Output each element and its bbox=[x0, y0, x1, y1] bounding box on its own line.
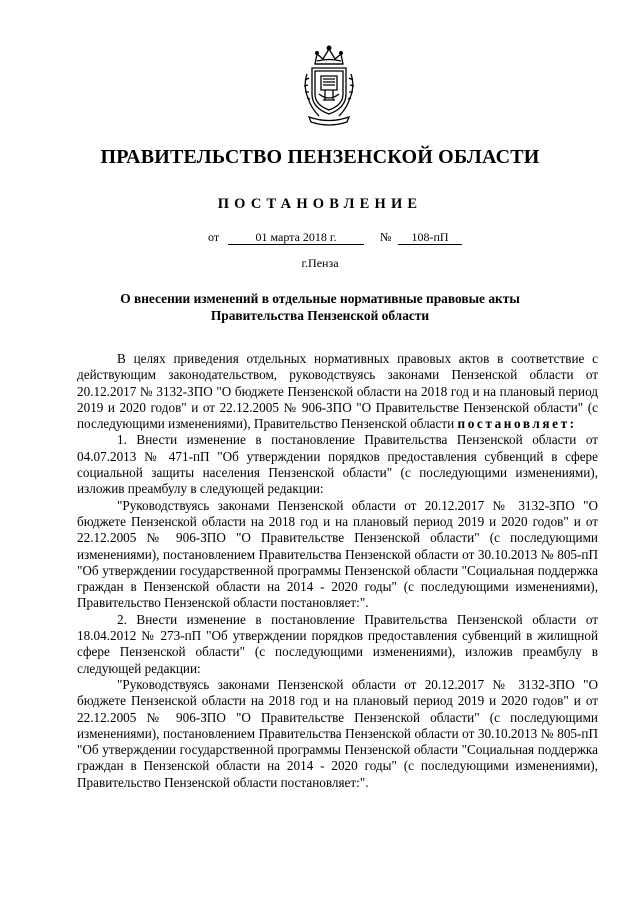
intro-text: В целях приведения отдельных нормативных правовых актов в соответствие с действующим законодательством, руководствуясь законами Пензенской области от 20.12.2017 № 3132-ЗПО "О бюджете Пензенской области на 2018 год и на плановый период 2019 и 2020 годов" и от 22.12.2005 № 906-ЗПО "О Правительстве Пензенской области" (с последующими изменениями), Правительство Пензенской области bbox=[77, 351, 598, 432]
item-2-paragraph: 2. Внести изменение в постановление Правительства Пензенской области от 18.04.2012 № 273-пП "Об утверждении порядков предоставления субвенций в жилищной сфере Пензенской области" (с последующими изменениями), изложив преамбулу в следующей редакции: bbox=[77, 611, 598, 676]
document-number: 108-пП bbox=[398, 230, 462, 245]
coat-of-arms-emblem bbox=[297, 44, 361, 126]
item-2-quote: "Руководствуясь законами Пензенской области от 20.12.2017 № 3132-ЗПО "О бюджете Пензенской области на 2018 год и на плановый период 2019 и 2020 годов" и от 22.12.2005 № 906-ЗПО "О Правительстве Пензенской области" (с последующими изменениями), постановлением Правительства Пензенской области от 30.10.2013 № 805-пП "Об утверждении государственной программы Пензенской области "Социальная поддержка граждан в Пензенской области на 2014 - 2020 годы" (с последующими изменениями), Правительство Пензенской области постановляет:". bbox=[77, 676, 598, 790]
document-date: 01 марта 2018 г. bbox=[228, 230, 364, 245]
subject-line-2: Правительства Пензенской области bbox=[210, 308, 430, 323]
subject-line-1: О внесении изменений в отдельные нормативные правовые акты bbox=[120, 291, 520, 306]
document-body bbox=[77, 351, 598, 791]
item-1-quote: "Руководствуясь законами Пензенской области от 20.12.2017 № 3132-ЗПО "О бюджете Пензенской области на 2018 год и на плановый период 2019 и 2020 годов" и от 22.12.2005 № 906-ЗПО "О Правительстве Пензенской области" (с последующими изменениями), постановлением Правительства Пензенской области от 30.10.2013 № 805-пП "Об утверждении государственной программы Пензенской области "Социальная поддержка граждан в Пензенской области на 2014 - 2020 годы" (с последующими изменениями), Правительство Пензенской области постановляет:". bbox=[77, 497, 598, 611]
document-type: ПОСТАНОВЛЕНИЕ bbox=[217, 196, 423, 212]
intro-paragraph bbox=[77, 351, 598, 432]
resolves-word: постановляет: bbox=[457, 416, 577, 432]
item-1-paragraph: 1. Внести изменение в постановление Правительства Пензенской области от 04.07.2013 № 471-пП "Об утверждении порядков предоставления субвенций в сфере социальной защиты населения Пензенской области" (с последующими изменениями), изложив преамбулу в следующей редакции: bbox=[77, 432, 598, 497]
document-subject bbox=[60, 290, 580, 324]
date-prefix: от bbox=[208, 230, 220, 244]
government-name: ПРАВИТЕЛЬСТВО ПЕНЗЕНСКОЙ ОБЛАСТИ bbox=[100, 146, 540, 168]
city: г.Пенза bbox=[301, 256, 339, 270]
number-prefix: № bbox=[380, 230, 392, 244]
